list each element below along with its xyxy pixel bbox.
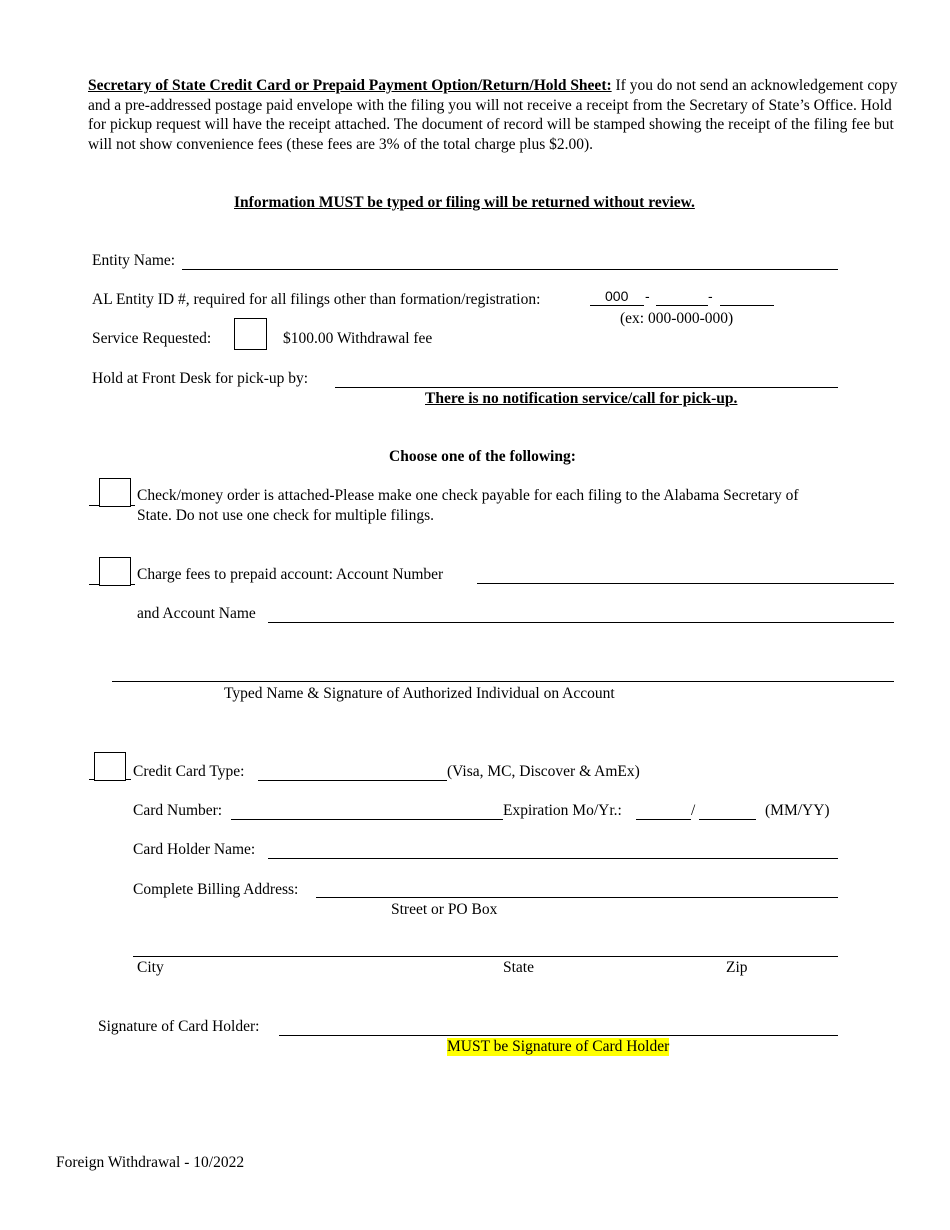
card-holder-signature-label: Signature of Card Holder: [98,1018,260,1035]
card-number-field[interactable] [231,819,503,820]
card-holder-name-field[interactable] [268,858,838,859]
intro-paragraph [88,76,898,154]
check-option-checkbox[interactable] [99,478,131,507]
entity-name-label: Entity Name: [92,252,176,269]
expiration-label: Expiration Mo/Yr.: [503,802,622,819]
city-caption: City [137,959,164,976]
card-holder-name-label: Card Holder Name: [133,841,256,858]
form-title: Secretary of State Credit Card or Prepaid Payment Option/Return/Hold Sheet: [88,77,612,94]
prepaid-account-label: Charge fees to prepaid account: Account Number [137,566,444,583]
account-number-field[interactable] [477,583,894,584]
signature-requirement-note: MUST be Signature of Card Holder [447,1038,670,1055]
authorized-signature-field[interactable] [112,681,894,682]
entity-id-example: (ex: 000-000-000) [620,310,734,327]
billing-street-field[interactable] [316,897,838,898]
entity-id-label: AL Entity ID #, required for all filings other than formation/registration: [92,291,541,308]
entity-id-separator-2: - [708,288,713,304]
hold-field[interactable] [335,387,838,388]
intro-text: If you do not send an acknowledgement copy and a pre-addressed postage paid envelope with the filing you will not receive a receipt from the Secretary of State’s Office. Hold for pickup request will have the receipt attached. The document of record will be stamped showing the receipt of the filing fee but will not show convenience fees (these fees are 3% of the total charge plus $2.00). [88,77,898,153]
expiration-month-field[interactable] [636,819,691,820]
check-option-text-1: Check/money order is attached-Please make one check payable for each filing to the Alabama Secretary of [137,487,799,504]
street-caption: Street or PO Box [391,901,498,918]
credit-option-checkbox[interactable] [94,752,126,781]
prepaid-option-checkbox[interactable] [99,557,131,586]
card-number-label: Card Number: [133,802,223,819]
check-option-text-2: State. Do not use one check for multiple filings. [137,507,435,524]
card-type-hint: (Visa, MC, Discover & AmEx) [447,763,640,780]
entity-id-field-1[interactable] [590,305,644,306]
entity-id-field-3[interactable] [720,305,774,306]
entity-id-separator-1: - [645,288,650,304]
expiration-slash: / [691,802,696,819]
account-name-field[interactable] [268,622,894,623]
card-type-label: Credit Card Type: [133,763,245,780]
card-holder-signature-field[interactable] [279,1035,838,1036]
choose-heading: Choose one of the following: [389,448,576,465]
pickup-note: There is no notification service/call for pick-up. [425,390,738,407]
entity-id-field-2[interactable] [656,305,708,306]
hold-label: Hold at Front Desk for pick-up by: [92,370,309,387]
expiration-year-field[interactable] [699,819,756,820]
zip-caption: Zip [726,959,748,976]
form-footer: Foreign Withdrawal - 10/2022 [56,1154,245,1171]
state-caption: State [503,959,534,976]
entity-id-part1: 000 [605,288,629,304]
entity-name-field[interactable] [182,269,838,270]
service-label: Service Requested: [92,330,212,347]
authorized-signature-caption: Typed Name & Signature of Authorized Individual on Account [224,685,615,702]
withdrawal-fee-label: $100.00 Withdrawal fee [283,330,433,347]
typed-notice: Information MUST be typed or filing will be returned without review. [234,194,695,211]
card-type-field[interactable] [258,780,447,781]
account-name-label: and Account Name [137,605,256,622]
billing-city-state-zip-field[interactable] [133,956,838,957]
expiration-format: (MM/YY) [765,802,830,819]
withdrawal-fee-checkbox[interactable] [234,318,267,350]
billing-address-label: Complete Billing Address: [133,881,299,898]
